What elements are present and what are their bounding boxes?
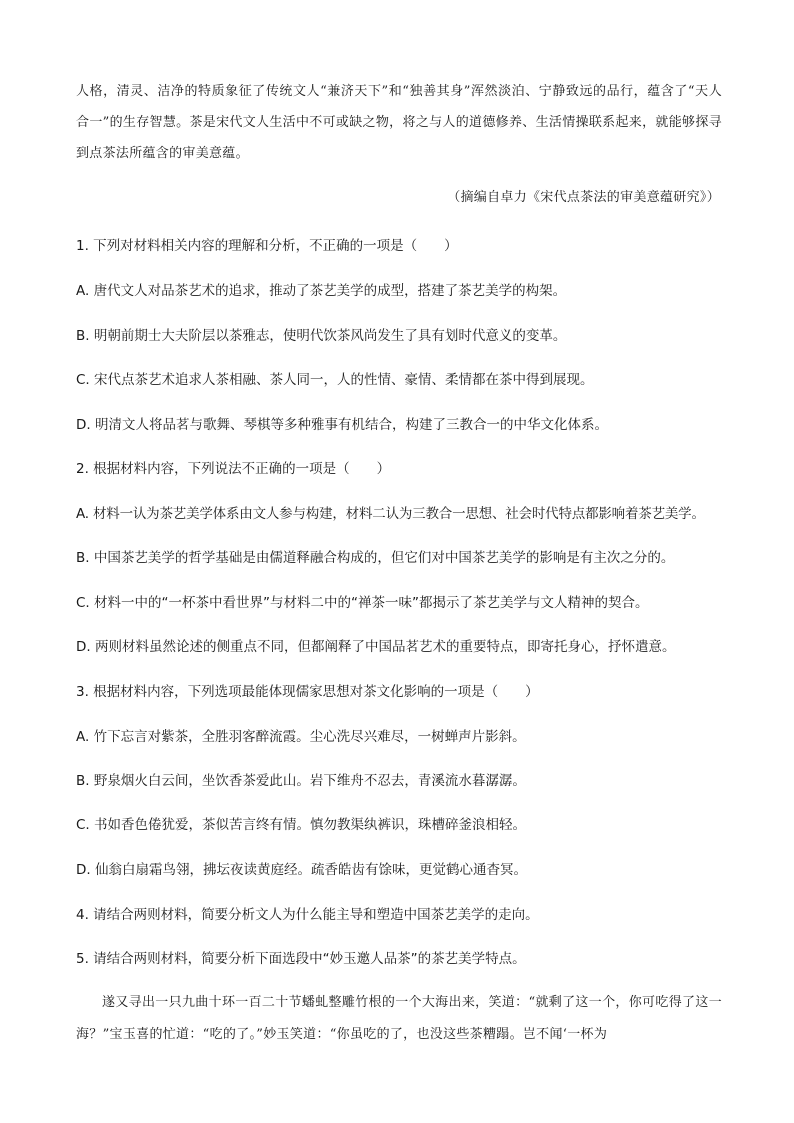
question-1-option-b: B. 明朝前期士大夫阶层以茶雅志，使明代饮茶风尚发生了具有划时代意义的变革。	[76, 328, 567, 344]
question-1-stem: 1. 下列对材料相关内容的理解和分析，不正确的一项是（ ）	[76, 238, 458, 254]
excerpt-paragraph: 遂又寻出一只九曲十环一百二十节蟠虬整雕竹根的一个大海出来，笑道：“就剩了这一个，你可吃得了这一海？”宝玉喜的忙道：“吃的了。”妙玉笑道：“你虽吃的了，也没这些茶糟蹋。岂不闻‘一杯为	[76, 995, 722, 1042]
question-3-option-d: D. 仙翁白扇霜鸟翎，拂坛夜读黄庭经。疏香皓齿有馀味，更觉鹤心通杳冥。	[76, 862, 527, 878]
question-3-option-b: B. 野泉烟火白云间，坐饮香茶爱此山。岩下维舟不忍去，青溪流水暮潺潺。	[76, 773, 526, 789]
question-2-stem: 2. 根据材料内容，下列说法不正确的一项是（ ）	[76, 461, 391, 477]
passage-paragraph: 人格，清灵、洁净的特质象征了传统文人“兼济天下”和“独善其身”浑然淡泊、宁静致远的品行，蕴含了“天人合一”的生存智慧。茶是宋代文人生活中不可或缺之物，将之与人的道德修养、生活情操联系起来，就能够探寻到点茶法所蕴含的审美意蕴。	[76, 84, 722, 161]
question-3-option-c: C. 书如香色倦犹爱，茶似苦言终有情。慎勿教渠纨裤识，珠槽碎釜浪相轻。	[76, 817, 527, 833]
question-2-option-c: C. 材料一中的“一杯茶中看世界”与材料二中的“禅茶一味”都揭示了茶艺美学与文人精神的契合。	[76, 595, 649, 611]
question-2-option-b: B. 中国茶艺美学的哲学基础是由儒道释融合构成的，但它们对中国茶艺美学的影响是有主次之分的。	[76, 550, 675, 566]
question-1-option-a: A. 唐代文人对品茶艺术的追求，推动了茶艺美学的成型，搭建了茶艺美学的构架。	[76, 283, 567, 299]
question-2-option-a: A. 材料一认为茶艺美学体系由文人参与构建，材料二认为三教合一思想、社会时代特点都影响着茶艺美学。	[76, 506, 705, 522]
question-1-option-d: D. 明清文人将品茗与歌舞、琴棋等多种雅事有机结合，构建了三教合一的中华文化体系。	[76, 417, 608, 433]
question-3-option-a: A. 竹下忘言对紫茶，全胜羽客醉流霞。尘心洗尽兴难尽，一树蝉声片影斜。	[76, 729, 526, 745]
question-4-stem: 4. 请结合两则材料，简要分析文人为什么能主导和塑造中国茶艺美学的走向。	[76, 907, 539, 923]
question-2-option-d: D. 两则材料虽然论述的侧重点不同，但都阐释了中国品茗艺术的重要特点，即寄托身心，抒怀遣意。	[76, 639, 676, 655]
source-citation: （摘编自卓力《宋代点茶法的审美意蕴研究》）	[447, 190, 720, 205]
question-5-stem: 5. 请结合两则材料，简要分析下面选段中“妙玉邀人品茶”的茶艺美学特点。	[76, 951, 526, 967]
question-3-stem: 3. 根据材料内容，下列选项最能体现儒家思想对茶文化影响的一项是（ ）	[76, 684, 539, 700]
question-1-option-c: C. 宋代点茶艺术追求人茶相融、茶人同一，人的性情、豪情、柔情都在茶中得到展现。	[76, 372, 594, 388]
